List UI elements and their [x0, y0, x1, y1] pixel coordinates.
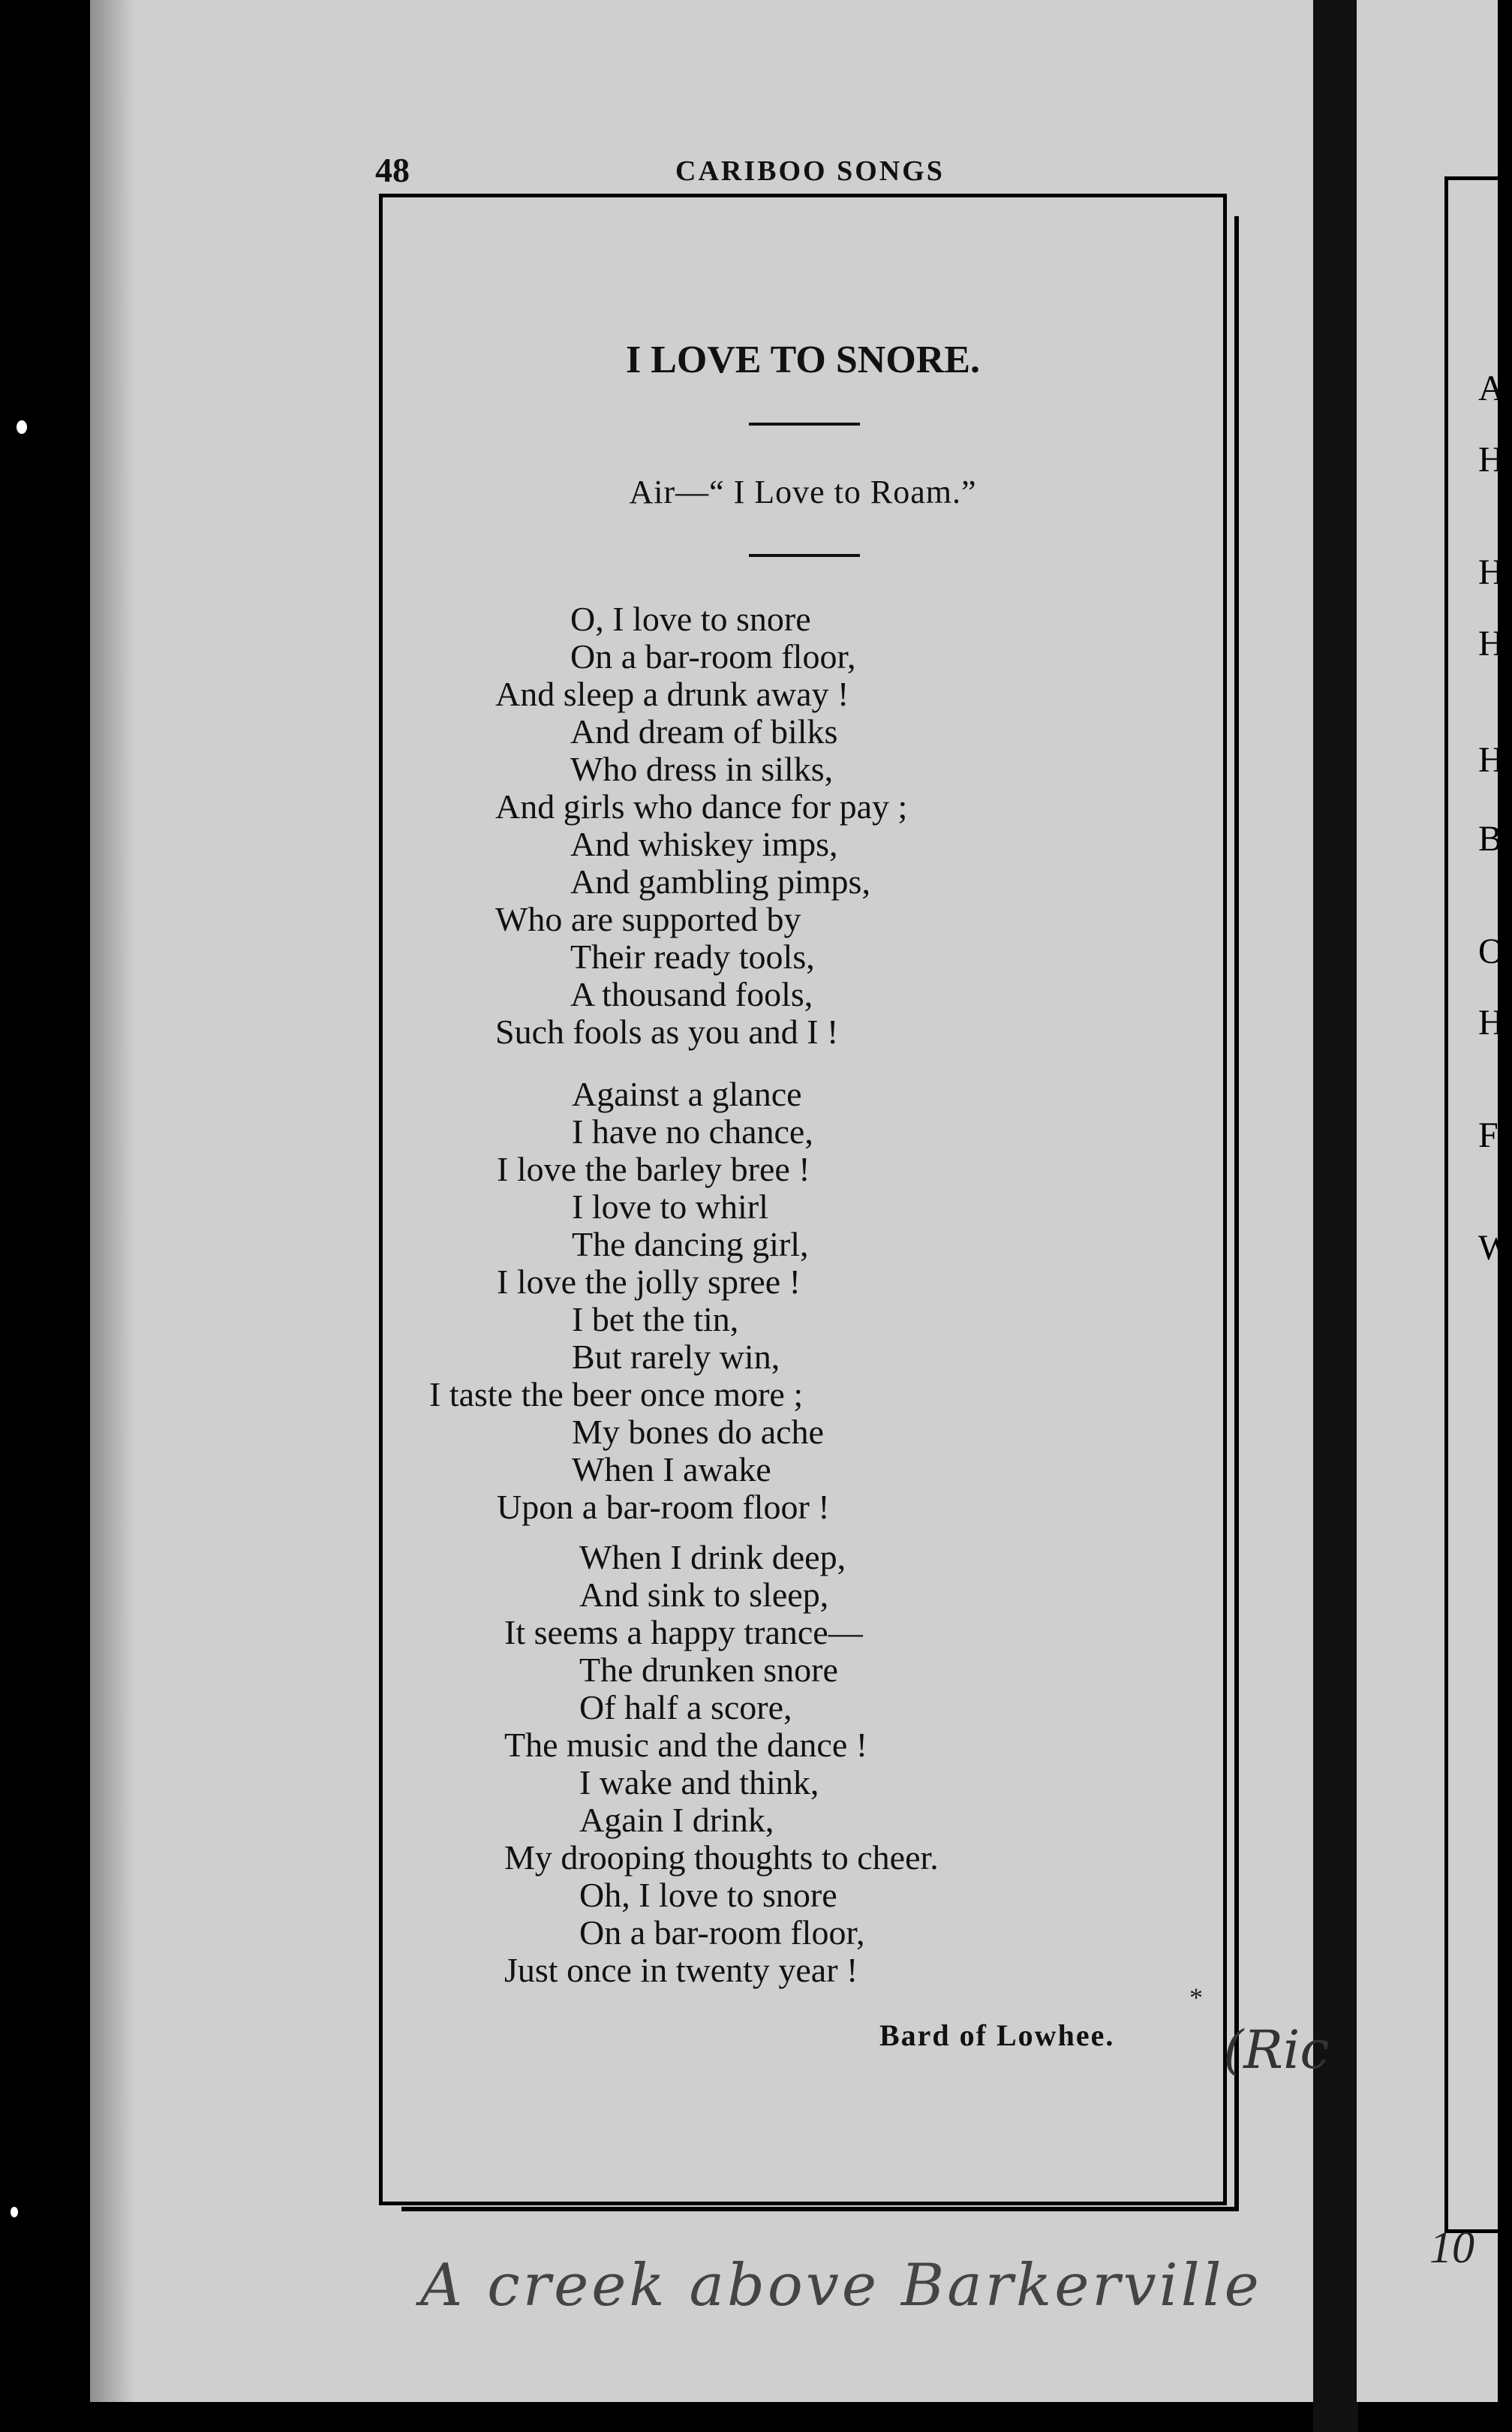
- verse-line: My drooping thoughts to cheer.: [504, 1838, 939, 1877]
- scan-speck: [11, 2207, 18, 2217]
- verse-line: Upon a bar-room floor !: [497, 1488, 830, 1526]
- right-page-letter: H: [1478, 1003, 1504, 1043]
- verse-line: Who are supported by: [495, 900, 801, 938]
- verse-line: And gambling pimps,: [570, 862, 870, 901]
- right-page-letter: W: [1478, 1228, 1512, 1268]
- verse-line: I love to whirl: [572, 1187, 768, 1226]
- verse-line: And sink to sleep,: [579, 1576, 829, 1614]
- verse-line: The drunken snore: [579, 1651, 838, 1689]
- verse-line: O, I love to snore: [570, 600, 811, 638]
- verse-line: Their ready tools,: [570, 938, 815, 976]
- verse-line: It seems a happy trance—: [504, 1613, 863, 1651]
- verse-line: And sleep a drunk away !: [495, 675, 849, 713]
- verse-line: Who dress in silks,: [570, 750, 834, 788]
- verse-line: The dancing girl,: [572, 1225, 809, 1263]
- verse-line: The music and the dance !: [504, 1726, 868, 1764]
- verse-line: And girls who dance for pay ;: [495, 787, 908, 826]
- asterisk-mark: *: [1189, 1982, 1203, 2012]
- right-page-letter: F: [1478, 1115, 1498, 1155]
- right-page-letter: H: [1478, 624, 1504, 664]
- verse-line: Just once in twenty year !: [504, 1951, 858, 1989]
- right-page-letter: H: [1478, 440, 1504, 480]
- margin-handwritten-note: (Ric: [1223, 2019, 1330, 2081]
- right-page-letter: O: [1478, 932, 1504, 971]
- verse-line: When I awake: [572, 1450, 771, 1488]
- page-number: 48: [375, 151, 410, 189]
- page-shadow: [90, 0, 135, 2402]
- right-page-frame: [1444, 176, 1501, 2233]
- right-page-letter: H: [1478, 740, 1504, 780]
- verse-line: I taste the beer once more ;: [429, 1375, 804, 1413]
- right-page-handwritten-number: 10: [1429, 2223, 1474, 2272]
- verse-line: Of half a score,: [579, 1688, 792, 1726]
- verse-line: And dream of bilks: [570, 712, 838, 751]
- right-page-letter: B: [1478, 819, 1503, 859]
- divider-rule: [749, 423, 860, 426]
- handwritten-note: A creek above Barkerville: [420, 2252, 1262, 2319]
- verse-line: On a bar-room floor,: [579, 1913, 865, 1952]
- right-page-letter: H: [1478, 552, 1504, 592]
- verse-line: I love the jolly spree !: [497, 1263, 801, 1301]
- verse-line: I bet the tin,: [572, 1300, 739, 1338]
- verse-line: Such fools as you and I !: [495, 1013, 839, 1051]
- verse-line: On a bar-room floor,: [570, 637, 856, 676]
- verse-line: But rarely win,: [572, 1338, 780, 1376]
- verse-line: I love the barley bree !: [497, 1150, 810, 1188]
- verse-line: I have no chance,: [572, 1112, 813, 1151]
- verse-line: When I drink deep,: [579, 1538, 846, 1576]
- song-air: Air—“ I Love to Roam.”: [629, 474, 977, 510]
- verse-line: And whiskey imps,: [570, 825, 838, 863]
- right-page-letter: A: [1478, 369, 1504, 408]
- divider-rule: [749, 554, 860, 557]
- song-title: I LOVE TO SNORE.: [625, 339, 980, 381]
- scan-speck: [17, 420, 27, 434]
- verse-line: A thousand fools,: [570, 975, 813, 1013]
- song-author: Bard of Lowhee.: [879, 2018, 1115, 2052]
- verse-line: Again I drink,: [579, 1801, 774, 1839]
- verse-line: My bones do ache: [572, 1413, 824, 1451]
- verse-line: I wake and think,: [579, 1763, 819, 1801]
- verse-line: Oh, I love to snore: [579, 1876, 837, 1914]
- verse-line: Against a glance: [572, 1075, 802, 1113]
- running-head: CARIBOO SONGS: [675, 155, 945, 187]
